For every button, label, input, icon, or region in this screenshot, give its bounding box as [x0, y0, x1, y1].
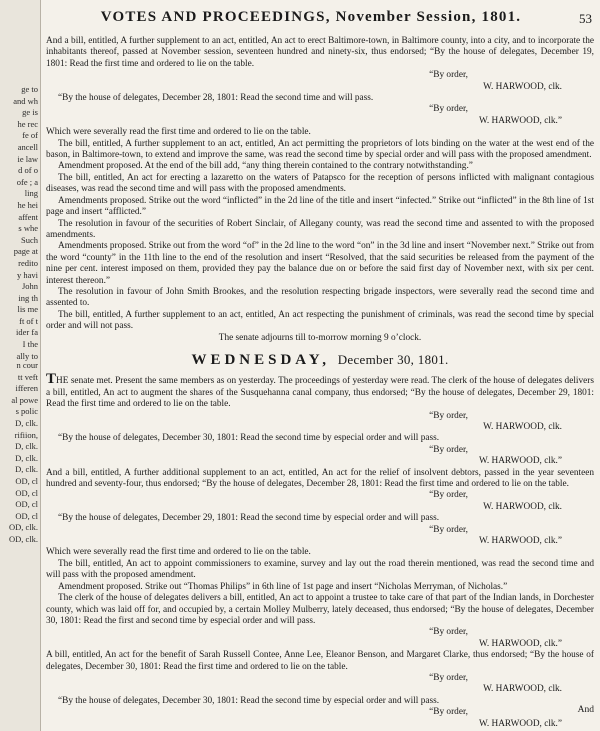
- gutter-fragment: and wh: [13, 95, 38, 106]
- clerk-signature: W. HARWOOD, clk.”: [478, 718, 562, 729]
- clerk-signature: W. HARWOOD, clk.”: [478, 115, 562, 126]
- paragraph: The bill, entitled, A further supplement to an act, entitled, An act respecting the punishment of criminals, was read the second time by special order and will not pass.: [46, 309, 594, 332]
- gutter-fragment: ancell: [17, 141, 38, 152]
- gutter-fragment: ge is: [22, 107, 38, 118]
- gutter-fragment: page at: [13, 246, 38, 257]
- gutter-fragment: he hei: [17, 199, 38, 210]
- adjournment-line: The senate adjourns till to-morrow morning 9 o’clock.: [218, 332, 422, 343]
- paragraph: The bill, entitled, An act for erecting a lazaretto on the waters of Patapsco for the reception of persons inflicted with malignant contagious diseases, was read the second time and will pass with the proposed amendments.: [46, 172, 594, 195]
- paragraph: “By the house of delegates, December 29, 1801: Read the second time by especial order and will pass.: [58, 513, 440, 524]
- paragraph: The resolution in favour of John Smith Brookes, and the resolution respecting brigade inspectors, were severally read the second time and assented to.: [46, 286, 594, 309]
- paragraph: “By the house of delegates, December 30, 1801: Read the second time by especial order and will pass.: [58, 433, 440, 444]
- catchword: And: [577, 705, 594, 715]
- gutter-fragment: ing th: [18, 292, 38, 303]
- by-order-line: “By order,: [429, 104, 468, 115]
- gutter-fragment: ie law: [17, 153, 38, 164]
- by-order-line: “By order,: [429, 410, 468, 421]
- paragraph: Amendments proposed. Strike out the word “inflicted” in the 2d line of the title and insert “infected.” Strike out “inflicted” in the 8th line of 1st page and insert “afflicted.”: [46, 195, 594, 218]
- paragraph: Amendments proposed. Strike out from the word “of” in the 2d line to the word “on” in the 3d line and insert “November next.” Strike out from the word “county” in the 11th line to the end of the resolution and insert “Resolved, that the said securities be released from the payment of the nine per cent. interest imposed on them, provided they pay the balance due on or before the said first day of November next, with six per cent. interest thereon.”: [46, 241, 594, 286]
- by-order-line: “By order,: [429, 627, 468, 638]
- gutter-fragment: redito: [18, 257, 38, 268]
- by-order-line: “By order,: [429, 524, 468, 535]
- paragraph: A bill, entitled, An act for the benefit of Sarah Russell Contee, Anne Lee, Eleanor Benson, and Margaret Clarke, thus endorsed; “By the house of delegates, December 30, 1801: Read the first time and ordered to lie on the table.: [46, 650, 594, 672]
- gutter-fragment: ling: [24, 188, 38, 199]
- paragraph: Amendment proposed. Strike out “Thomas Philips” in 6th line of 1st page and insert “Nicholas Merryman, of Nicholas.”: [58, 581, 508, 592]
- gutter-fragment: OD, cl: [15, 487, 38, 498]
- gutter-fragment: ft of t: [19, 315, 38, 326]
- gutter-fragment: rifiion,: [14, 429, 38, 440]
- gutter-fragment: he rec: [17, 118, 38, 129]
- by-order-line: “By order,: [429, 672, 468, 683]
- clerk-signature: W. HARWOOD, clk.”: [478, 638, 562, 649]
- paragraph: The bill, entitled, A further supplement to an act, entitled, An act permitting the proprietors of lots binding on the water at the west end of the bason, in Baltimore-town, to extend and improve the same, was read the second time by special order and will pass with the proposed amendment.: [46, 138, 594, 161]
- paragraph: Amendment proposed. At the end of the bill add, “any thing therein contained to the contrary notwithstanding.”: [58, 161, 473, 172]
- gutter-fragment: OD, cl: [15, 510, 38, 521]
- by-order-line: “By order,: [429, 490, 468, 501]
- gutter-fragment: I the: [22, 339, 38, 350]
- clerk-signature: W. HARWOOD, clk.: [483, 81, 562, 92]
- by-order-line: “By order,: [429, 444, 468, 455]
- gutter-fragment: D, clk.: [15, 452, 38, 463]
- paragraph: Which were severally read the first time and ordered to lie on the table.: [46, 547, 311, 558]
- gutter-fragment: D, clk.: [15, 441, 38, 452]
- paragraph: The bill, entitled, An act to appoint commissioners to examine, survey and lay out the road therein mentioned, was read the second time and will pass with the proposed amendment.: [46, 558, 594, 581]
- gutter-fragment: y havi: [16, 269, 38, 280]
- gutter-fragment: OD, clk.: [8, 522, 38, 533]
- paragraph-text: HE senate met. Present the same members as on yesterday. The proceedings of yesterday were read. The clerk of the house of delegates delivers a bill, entitled, An act to augment the shares of the Susquehanna canal company, thus endorsed; “By the house of delegates, December 29, 1801: Read the first time and ordered to lie on the table.: [46, 376, 594, 410]
- gutter-fragment: s polic: [15, 406, 38, 417]
- gutter-fragment: John: [21, 281, 38, 292]
- gutter-fragment: ifferen: [15, 383, 38, 394]
- gutter-fragment: ally to: [16, 350, 38, 361]
- paragraph: Which were severally read the first time and ordered to lie on the table.: [46, 127, 311, 138]
- clerk-signature: W. HARWOOD, clk.”: [478, 536, 562, 547]
- gutter-fragment: OD, clk.: [8, 533, 38, 544]
- gutter-fragment: D, clk.: [15, 417, 38, 428]
- drop-cap: T: [46, 371, 57, 388]
- day-heading: [46, 351, 594, 368]
- gutter-fragments-top: [0, 84, 40, 362]
- gutter-fragment: Such: [21, 234, 38, 245]
- gutter-fragment: n cour: [16, 360, 38, 370]
- day-name: WEDNESDAY,: [191, 351, 330, 368]
- clerk-signature: W. HARWOOD, clk.: [483, 501, 562, 512]
- by-order-line: “By order,: [429, 707, 468, 718]
- gutter-fragment: tt veft: [17, 371, 38, 382]
- gutter-fragment: ofe ; a: [16, 176, 38, 187]
- clerk-signature: W. HARWOOD, clk.: [483, 422, 562, 432]
- paragraph: “By the house of delegates, December 28, 1801: Read the second time and will pass.: [58, 93, 374, 104]
- gutter-fragment: lis me: [17, 304, 38, 315]
- gutter-fragments-bottom: [0, 360, 40, 546]
- gutter-fragment: ge to: [21, 84, 38, 94]
- page-number: 53: [579, 11, 592, 26]
- paragraph: “By the house of delegates, December 30, 1801: Read the second time by especial order and will pass.: [58, 695, 440, 706]
- paragraph: The resolution in favour of the securities of Robert Sinclair, of Allegany county, was read the second time and assented to with the proposed amendments.: [46, 218, 594, 240]
- gutter-fragment: d of o: [18, 165, 38, 176]
- paragraph: The clerk of the house of delegates delivers a bill, entitled, An act to appoint a trustee to take care of that part of the Indian lands, in Dorchester county, which was laid off for, and occupied by, a certain Molley Mulberry, lately deceased, thus endorsed; “By the house of delegates, December 30, 1801: Read the first and second time by especial order and will pass.: [46, 593, 594, 626]
- gutter-fragment: affent: [18, 211, 38, 222]
- gutter-fragment: OD, cl: [15, 475, 38, 486]
- gutter-fragment: fe of: [22, 130, 38, 141]
- gutter-fragment: s whe: [18, 223, 38, 234]
- gutter-fragment: al powe: [11, 394, 38, 405]
- facing-page-gutter: [0, 0, 41, 731]
- page-title: VOTES AND PROCEEDINGS, November Session, 1801.: [100, 9, 522, 25]
- clerk-signature: W. HARWOOD, clk.”: [478, 456, 562, 467]
- paragraph: [46, 371, 594, 410]
- clerk-signature: W. HARWOOD, clk.: [483, 684, 562, 695]
- paragraph: And a bill, entitled, A further additional supplement to an act, entitled, An act for the relief of insolvent debtors, passed in the year seventeen hundred and seventy-four, thus endorsed; “By the house of delegates, December 28, 1801: Read the first time and ordered to lie on the table.: [46, 467, 594, 490]
- running-header: [46, 2, 594, 36]
- paragraph: And a bill, entitled, A further supplement to an act, entitled, An act to erect Baltimore-town, in Baltimore county, into a city, and to incorporate the inhabitants thereof, passed at November session, seventeen hundred and ninety-six, thus endorsed; “By the house of delegates, December 19, 1801: Read the first time and ordered to lie on the table.: [46, 36, 594, 69]
- by-order-line: “By order,: [429, 70, 468, 81]
- day-date: December 30, 1801.: [337, 351, 449, 367]
- gutter-fragment: D, clk.: [15, 464, 38, 475]
- gutter-fragment: ider fa: [16, 327, 38, 338]
- page-content: [46, 2, 594, 730]
- gutter-fragment: OD, cl: [15, 499, 38, 510]
